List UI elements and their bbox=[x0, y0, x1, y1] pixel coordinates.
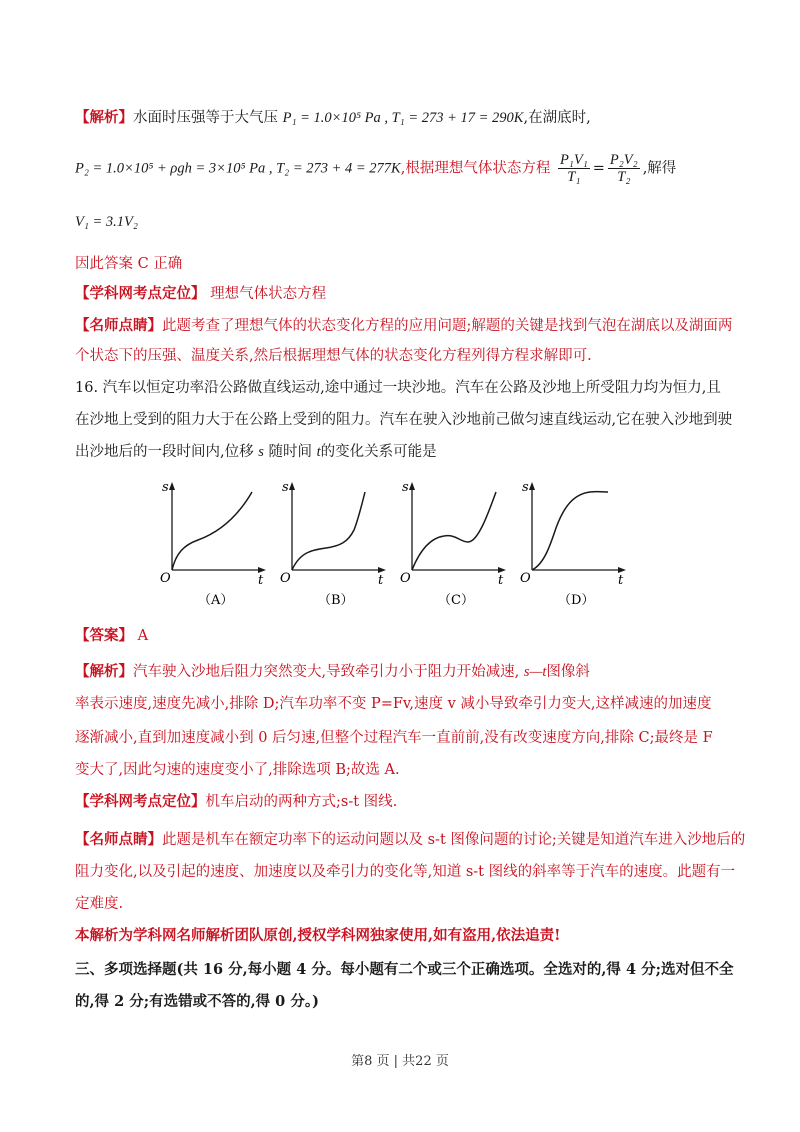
graph-d bbox=[510, 478, 630, 612]
analysis2-math: s—t bbox=[523, 664, 547, 680]
comment1-text1: 此题考查了理想气体的状态变化方程的应用问题;解题的关键是找到气泡在湖底以及湖面两 bbox=[162, 318, 733, 334]
comment1-line1 bbox=[75, 316, 732, 336]
copyright-notice: 本解析为学科网名师解析团队原创,授权学科网独家使用,如有盗用,依法追责! bbox=[75, 927, 561, 944]
question16-line3 bbox=[75, 442, 437, 462]
graph-c bbox=[390, 478, 510, 612]
fraction-right-den: T₂ bbox=[617, 169, 631, 185]
graph-a-origin: O bbox=[160, 571, 171, 586]
analysis1-text-a: 水面时压强等于大气压 bbox=[133, 110, 278, 126]
graph-d-caption: （D） bbox=[558, 593, 595, 608]
graph-a-caption: （A） bbox=[198, 593, 234, 608]
point1-text: 理想气体状态方程 bbox=[210, 286, 327, 302]
graph-d-origin: O bbox=[520, 571, 531, 586]
section3-line1: 三、多项选择题(共 16 分,每小题 4 分。每小题有二个或三个正确选项。全选对的,得 4 分;选对但不全 bbox=[75, 961, 734, 978]
graph-d-y-label: s bbox=[522, 480, 529, 495]
question16-line1: 16. 汽车以恒定功率沿公路做直线运动,途中通过一块沙地。汽车在公路及沙地上所受阻力均为恒力,且 bbox=[75, 380, 721, 396]
graph-a-y-label: s bbox=[162, 480, 169, 495]
analysis2-label: 【解析】 bbox=[75, 663, 133, 680]
answer2-label: 【答案】 bbox=[75, 627, 133, 644]
analysis1-text-b: ,在湖底时, bbox=[523, 110, 591, 126]
question16-line2: 在沙地上受到的阻力大于在公路上受到的阻力。汽车在驶入沙地前己做匀速直线运动,它在驶入沙地到驶 bbox=[75, 412, 733, 428]
analysis1-formula-a: P₁ = 1.0×10⁵ Pa , T₁ = 273 + 17 = 290K bbox=[282, 110, 524, 126]
graph-c-x-label: t bbox=[498, 573, 504, 588]
question16-var-s: s bbox=[258, 444, 264, 460]
analysis2-line1 bbox=[75, 662, 590, 682]
analysis1-conclusion: 因此答案 C 正确 bbox=[75, 256, 183, 272]
question16-var-t: t bbox=[316, 444, 321, 460]
analysis2-line4: 变大了,因此匀速的速度变小了,排除选项 B;故选 A. bbox=[75, 762, 400, 778]
fraction-left-num: P₁V₁ bbox=[559, 152, 588, 168]
point1-line bbox=[75, 284, 326, 304]
comment1-line2: 个状态下的压强、温度关系,然后根据理想气体的状态变化方程列得方程求解即可. bbox=[75, 348, 592, 364]
graph-b-y-label: s bbox=[282, 480, 289, 495]
analysis1-line1 bbox=[75, 108, 591, 128]
analysis1-label: 【解析】 bbox=[75, 109, 133, 126]
analysis1-line3 bbox=[75, 212, 138, 232]
analysis2-text1: 汽车驶入沙地后阻力突然变大,导致牵引力小于阻力开始减速, bbox=[133, 664, 520, 680]
comment1-label: 【名师点睛】 bbox=[75, 317, 162, 334]
comment2-label: 【名师点睛】 bbox=[75, 831, 162, 848]
graph-a bbox=[150, 478, 270, 612]
point1-label: 【学科网考点定位】 bbox=[75, 285, 206, 302]
graph-a-x-label: t bbox=[258, 573, 264, 588]
answer2-text: A bbox=[137, 628, 149, 644]
graph-c-origin: O bbox=[400, 571, 411, 586]
point2-text: 机车启动的两种方式;s-t 图线. bbox=[205, 794, 398, 810]
fraction-right-num: P₂V₂ bbox=[609, 152, 638, 168]
point2-label: 【学科网考点定位】 bbox=[75, 793, 206, 810]
graph-c-caption: （C） bbox=[438, 593, 474, 608]
analysis1-formula-b: P₂ = 1.0×10⁵ + ρgh = 3×10⁵ Pa , T₂ = 273 + 4 = 277K bbox=[75, 160, 401, 177]
comment2-line1 bbox=[75, 830, 745, 850]
graph-b-caption: （B） bbox=[318, 593, 354, 608]
comment2-text1: 此题是机车在额定功率下的运动问题以及 s-t 图像问题的讨论;关键是知道汽车进入沙地后的 bbox=[162, 832, 746, 848]
page-footer: 第8 页 | 共22 页 bbox=[351, 1054, 449, 1069]
analysis2-text1-end: 图像斜 bbox=[546, 664, 590, 680]
question16-text-a: 出沙地后的一段时间内,位移 bbox=[75, 444, 254, 460]
graph-b-origin: O bbox=[280, 571, 291, 586]
graph-d-x-label: t bbox=[618, 573, 624, 588]
analysis1-line2 bbox=[75, 152, 676, 185]
comment2-line3: 定难度. bbox=[75, 896, 124, 912]
graph-c-y-label: s bbox=[402, 480, 409, 495]
analysis2-line2: 率表示速度,速度先减小,排除 D;汽车功率不变 P=Fv,速度 v 减小导致牵引力变大,这样减速的加速度 bbox=[75, 696, 712, 712]
fraction-right bbox=[608, 152, 640, 185]
fraction-equals: = bbox=[592, 160, 605, 177]
analysis2-line3: 逐渐减小,直到加速度减小到 0 后匀速,但整个过程汽车一直前前,没有改变速度方向,排除 C;最终是 F bbox=[75, 730, 713, 746]
point2-line bbox=[75, 792, 397, 812]
question16-text-c: 的变化关系可能是 bbox=[320, 444, 437, 460]
section3-line2: 的,得 2 分;有选错或不答的,得 0 分。) bbox=[75, 993, 319, 1010]
analysis1-formula-c: V₁ = 3.1V₂ bbox=[75, 214, 138, 230]
answer2-line bbox=[75, 626, 148, 646]
graph-b bbox=[270, 478, 390, 612]
question16-text-b: 随时间 bbox=[268, 444, 312, 460]
comment2-line2: 阻力变化,以及引起的速度、加速度以及牵引力的变化等,知道 s-t 图线的斜率等于汽车的速度。此题有一 bbox=[75, 864, 736, 880]
analysis1-text-c: ,根据理想气体状态方程 bbox=[400, 160, 551, 177]
graph-b-x-label: t bbox=[378, 573, 384, 588]
analysis1-text-d: ,解得 bbox=[642, 160, 677, 177]
fraction-left-den: T₁ bbox=[567, 169, 581, 185]
fraction-left bbox=[558, 152, 590, 185]
